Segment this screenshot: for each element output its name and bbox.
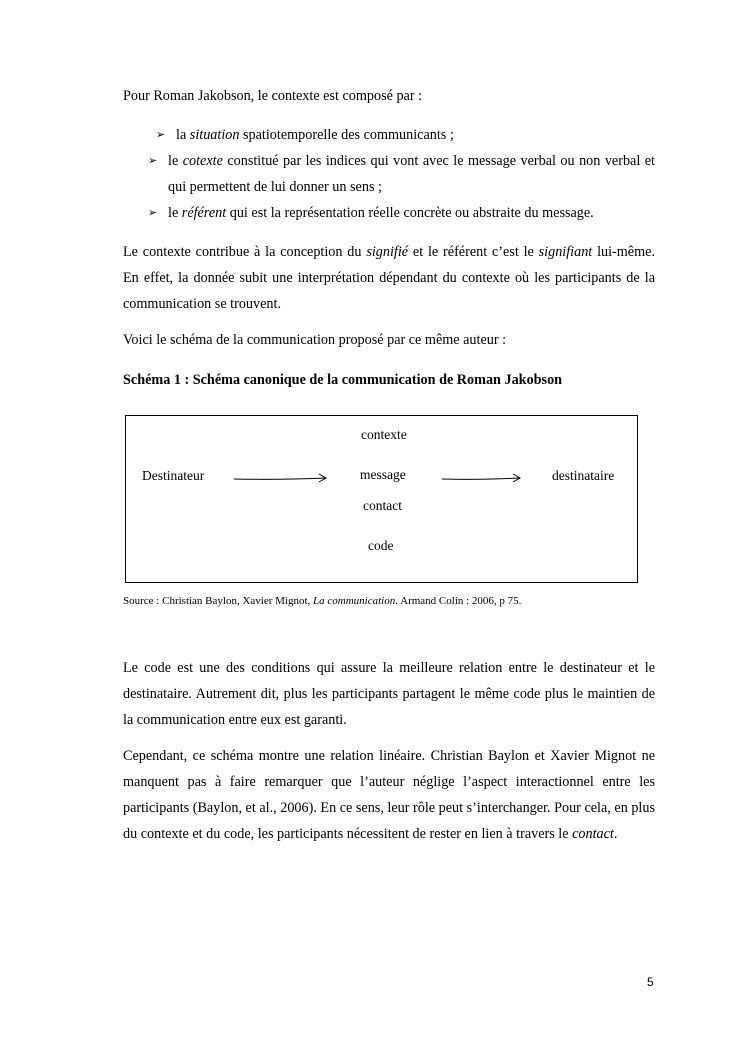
communication-schema — [125, 415, 638, 583]
paragraph-text: . — [613, 826, 618, 842]
sender-label: Destinateur — [142, 468, 205, 483]
bullet-referent — [148, 200, 655, 226]
message-label: message — [360, 467, 406, 482]
contact-label: contact — [363, 498, 402, 513]
paragraph-code: Le code est une des conditions qui assure la meilleure relation entre le destinateur et le destinataire. Autrement dit, plus les participants partagent le même code plus le maintien de la communication entre eux est garanti. — [123, 660, 655, 728]
bullet-term: référent — [181, 205, 227, 221]
term-signifiant: signifiant — [538, 244, 593, 260]
arrowhead-bullet-icon: ➢ — [148, 206, 158, 219]
paragraph-context — [123, 239, 655, 317]
arrowhead-bullet-icon: ➢ — [156, 128, 166, 141]
schema-title: Schéma 1 : Schéma canonique de la communication de Roman Jakobson — [123, 372, 563, 388]
bullet-term: situation — [189, 127, 240, 143]
bullet-text: qui est la représentation réelle concrète ou abstraite du message. — [226, 205, 594, 221]
bullet-text: le — [168, 205, 182, 221]
source-book-title: La communication — [313, 595, 396, 607]
bullet-term: cotexte — [182, 153, 223, 169]
bullet-cotexte — [148, 148, 655, 200]
code-label: code — [368, 538, 394, 553]
bullet-text: la — [176, 127, 190, 143]
paragraph-text: lui-même. En effet, la donnée subit une interprétation dépendant du contexte où les participants de la communication se trouvent. — [123, 244, 655, 312]
receiver-label: destinataire — [552, 468, 615, 483]
arrowhead-bullet-icon: ➢ — [148, 154, 158, 167]
right-arrow-icon — [234, 474, 326, 482]
right-arrow-icon — [442, 474, 520, 482]
paragraph-text: Le contexte contribue à la conception du — [123, 244, 367, 260]
page-number: 5 — [647, 975, 654, 989]
source-citation — [123, 593, 663, 609]
context-label: contexte — [361, 427, 407, 442]
paragraph-text: Cependant, ce schéma montre une relation linéaire. Christian Baylon et Xavier Mignot ne manquent pas à faire remarquer que l’auteur néglige l’aspect interactionnel entre les participants (Baylon, et al., 2006). En ce sens, leur rôle peut s’interchanger. Pour cela, en plus du contexte et du code, les participants nécessitent de rester en lien à travers le — [123, 748, 655, 842]
paragraph-schema-intro: Voici le schéma de la communication proposé par ce même auteur : — [123, 332, 507, 348]
paragraph-linear — [123, 743, 655, 847]
paragraph-text: et le référent c’est le — [408, 244, 539, 260]
bullet-list-item — [148, 200, 655, 226]
term-signifie: signifié — [366, 244, 409, 260]
bullet-text: spatiotemporelle des communicants ; — [239, 127, 454, 143]
bullet-text: le — [168, 153, 183, 169]
intro-paragraph: Pour Roman Jakobson, le contexte est composé par : — [123, 88, 423, 104]
bullet-list-item — [156, 122, 655, 148]
bullet-list-item — [148, 148, 655, 200]
bullet-situation — [156, 122, 655, 148]
term-contact: contact — [572, 826, 614, 842]
bullet-text: constitué par les indices qui vont avec le message verbal ou non verbal et qui permettent de lui donner un sens ; — [168, 153, 655, 195]
source-text: . Armand Colin : 2006, p 75. — [395, 595, 522, 607]
source-text: Source : Christian Baylon, Xavier Mignot, — [123, 595, 314, 607]
